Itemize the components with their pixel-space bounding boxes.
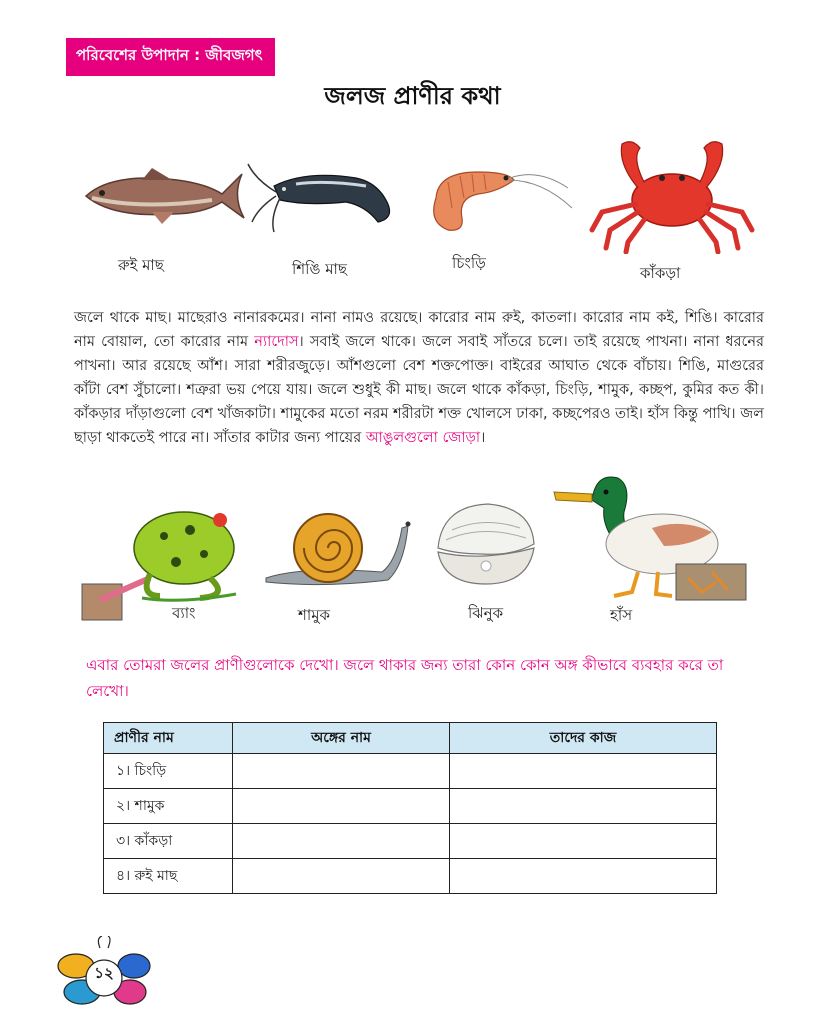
- row-animal: ১। চিংড়ি: [104, 754, 233, 789]
- row-animal: ৩। কাঁকড়া: [104, 824, 233, 859]
- caption-frog: ব্যাং: [172, 604, 196, 622]
- crab-icon: [588, 134, 756, 254]
- table-row: [104, 824, 717, 859]
- row-animal: ৪। রুই মাছ: [104, 859, 233, 894]
- organ-cell[interactable]: [233, 824, 450, 859]
- prawn-icon: [418, 158, 574, 238]
- table-row: [104, 789, 717, 824]
- exercise-instruction: এবার তোমরা জলের প্রাণীগুলোকে দেখো। জলে থাকার জন্য তারা কোন কোন অঙ্গ কীভাবে ব্যবহার করে তা লেখো।: [86, 656, 724, 700]
- oyster-icon: [432, 500, 538, 588]
- frog-icon: [80, 500, 240, 624]
- caption-rohu: রুই মাছ: [118, 256, 164, 274]
- header-function: তাদের কাজ: [450, 723, 717, 754]
- chapter-tag: পরিবেশের উপাদান : জীবজগৎ: [66, 38, 275, 76]
- table-row: [104, 754, 717, 789]
- header-organ-name: অঙ্গের নাম: [233, 723, 450, 754]
- body-paragraph: জলে থাকে মাছ। মাছেরাও নানারকমের। নানা নামও রয়েছে। কারোর নাম রুই, কাতলা। কারোর নাম কই, শিঙি। কারোর নাম বোয়াল, তো কারোর নাম ন্যাদোস। সবাই জলে থাকে। জলে সবাই সাঁতরে চলে। তাই রয়েছে পাখনা। নানা ধরনের পাখনা। আর রয়েছে আঁশ। সারা শরীরজুড়ে। আঁশগুলো বেশ শক্তপোক্ত। বাইরের আঘাত থেকে বাঁচায়। শিঙি, মাগুরের কাঁটা বেশ সুঁচালো। শত্রুরা ভয় পেয়ে যায়। জলে শুধুই কী মাছ। জলে থাকে কাঁকড়া, চিংড়ি, শামুক, কচ্ছপ, কুমির কত কী। কাঁকড়ার দাঁড়াগুলো বেশ খাঁজকাটা। শামুকের মতো নরম শরীরটা শক্ত খোলসে ঢাকা, কচ্ছপেরও তাই। হাঁস কিন্তু পাখি। জল ছাড়া থাকতেই পারে না। সাঁতার কাটার জন্য পায়ের আঙুলগুলো জোড়া।: [74, 310, 764, 446]
- table-header-row: [104, 723, 717, 754]
- highlight-term: ন্যাদোস: [254, 334, 299, 350]
- function-cell[interactable]: [450, 754, 717, 789]
- rohu-fish-icon: [82, 166, 247, 226]
- organ-cell[interactable]: [233, 789, 450, 824]
- page-title: জলজ প্রাণীর কথা: [324, 82, 501, 110]
- caption-oyster: ঝিনুক: [468, 604, 504, 622]
- caption-prawn: চিংড়ি: [452, 254, 486, 272]
- duck-icon: [552, 472, 748, 602]
- caption-snail: শামুক: [298, 606, 331, 624]
- page-number: ১২: [94, 964, 114, 982]
- organ-cell[interactable]: [233, 754, 450, 789]
- snail-icon: [262, 508, 412, 588]
- caption-duck: হাঁস: [610, 606, 633, 624]
- organ-cell[interactable]: [233, 859, 450, 894]
- function-cell[interactable]: [450, 859, 717, 894]
- row-animal: ২। শামুক: [104, 789, 233, 824]
- function-cell[interactable]: [450, 824, 717, 859]
- function-cell[interactable]: [450, 789, 717, 824]
- header-animal-name: প্রাণীর নাম: [104, 723, 233, 754]
- caption-crab: কাঁকড়া: [640, 264, 681, 282]
- catfish-icon: [246, 156, 398, 236]
- table-row: [104, 859, 717, 894]
- highlight-term: আঙুলগুলো জোড়া: [365, 430, 481, 446]
- caption-catfish: শিঙি মাছ: [292, 260, 347, 278]
- exercise-table: [103, 722, 717, 894]
